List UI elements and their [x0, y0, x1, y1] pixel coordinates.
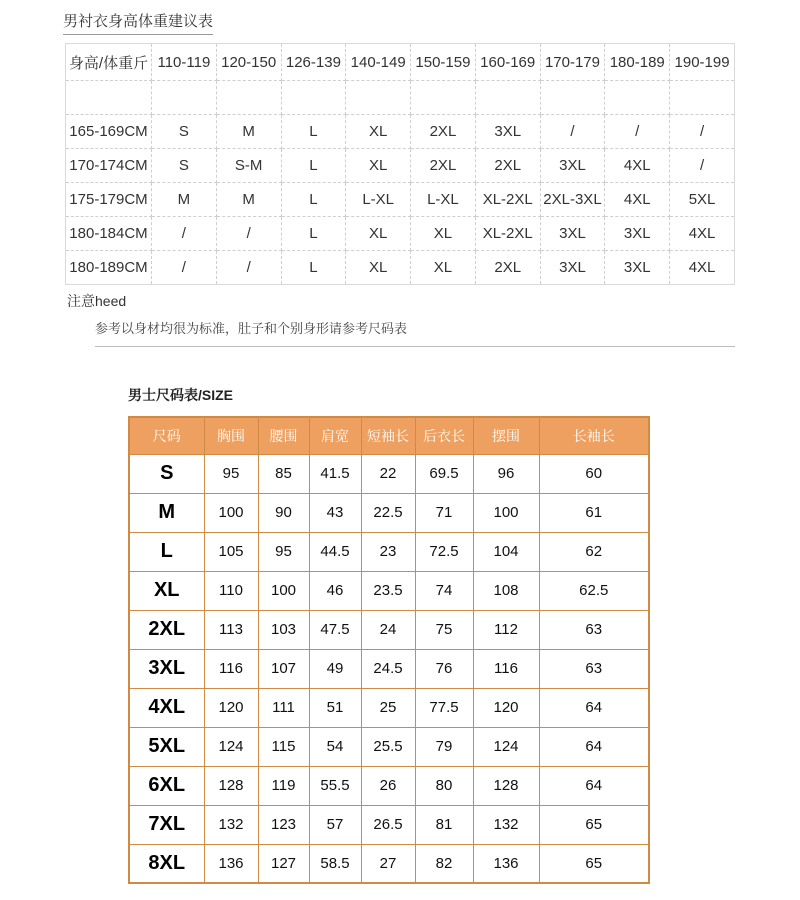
- data-cell: 124: [204, 727, 258, 766]
- header-row: [66, 44, 735, 81]
- note-section: [67, 291, 800, 347]
- data-cell: 61: [539, 493, 649, 532]
- data-cell: 41.5: [309, 454, 361, 493]
- table-row: [66, 115, 735, 149]
- data-cell: 57: [309, 805, 361, 844]
- data-cell: 104: [473, 532, 539, 571]
- data-cell: 3XL: [540, 251, 605, 285]
- data-cell: L: [281, 251, 346, 285]
- data-cell: 115: [258, 727, 309, 766]
- column-header: 摆围: [473, 417, 539, 454]
- data-cell: 26.5: [361, 805, 415, 844]
- data-cell: 71: [415, 493, 473, 532]
- data-cell: 5XL: [670, 183, 735, 217]
- data-cell: M: [152, 183, 217, 217]
- table-row: [129, 649, 649, 688]
- data-cell: 74: [415, 571, 473, 610]
- data-cell: 49: [309, 649, 361, 688]
- spacer-row: [66, 81, 735, 115]
- spacer-cell: [66, 81, 152, 115]
- column-header: 140-149: [346, 44, 411, 81]
- column-header: 126-139: [281, 44, 346, 81]
- row-header-cell: 170-174CM: [66, 149, 152, 183]
- column-header: 身高/体重斤: [66, 44, 152, 81]
- data-cell: 25.5: [361, 727, 415, 766]
- table-row: [129, 844, 649, 883]
- data-cell: /: [670, 115, 735, 149]
- data-cell: 4XL: [670, 251, 735, 285]
- column-header: 肩宽: [309, 417, 361, 454]
- table-row: [129, 454, 649, 493]
- data-cell: 81: [415, 805, 473, 844]
- data-cell: 113: [204, 610, 258, 649]
- data-cell: 95: [258, 532, 309, 571]
- data-cell: 4XL: [670, 217, 735, 251]
- data-cell: 64: [539, 688, 649, 727]
- size-table-title: 男士尺码表/SIZE: [128, 387, 234, 403]
- data-cell: 127: [258, 844, 309, 883]
- data-cell: 62: [539, 532, 649, 571]
- data-cell: 76: [415, 649, 473, 688]
- data-cell: /: [670, 149, 735, 183]
- data-cell: 43: [309, 493, 361, 532]
- column-header: 腰围: [258, 417, 309, 454]
- spacer-cell: [540, 81, 605, 115]
- data-cell: 105: [204, 532, 258, 571]
- data-cell: XL-2XL: [475, 183, 540, 217]
- table-row: [129, 493, 649, 532]
- data-cell: 103: [258, 610, 309, 649]
- data-cell: XL: [346, 149, 411, 183]
- data-cell: 111: [258, 688, 309, 727]
- column-header: 110-119: [152, 44, 217, 81]
- spacer-cell: [475, 81, 540, 115]
- data-cell: 3XL: [605, 251, 670, 285]
- data-cell: 3XL: [475, 115, 540, 149]
- data-cell: 96: [473, 454, 539, 493]
- column-header: 180-189: [605, 44, 670, 81]
- data-cell: 22.5: [361, 493, 415, 532]
- data-cell: 63: [539, 649, 649, 688]
- data-cell: 124: [473, 727, 539, 766]
- data-cell: 119: [258, 766, 309, 805]
- data-cell: /: [152, 251, 217, 285]
- data-cell: 24.5: [361, 649, 415, 688]
- data-cell: 85: [258, 454, 309, 493]
- data-cell: 62.5: [539, 571, 649, 610]
- data-cell: XL: [346, 115, 411, 149]
- row-header-cell: 7XL: [129, 805, 204, 844]
- data-cell: 120: [204, 688, 258, 727]
- data-cell: 2XL: [475, 251, 540, 285]
- column-header: 长袖长: [539, 417, 649, 454]
- data-cell: 23.5: [361, 571, 415, 610]
- spacer-cell: [346, 81, 411, 115]
- data-cell: 108: [473, 571, 539, 610]
- table-row: [129, 532, 649, 571]
- table-row: [66, 217, 735, 251]
- data-cell: 75: [415, 610, 473, 649]
- data-cell: 54: [309, 727, 361, 766]
- column-header: 150-159: [411, 44, 476, 81]
- column-header: 尺码: [129, 417, 204, 454]
- data-cell: 107: [258, 649, 309, 688]
- data-cell: 46: [309, 571, 361, 610]
- row-header-cell: XL: [129, 571, 204, 610]
- data-cell: 2XL-3XL: [540, 183, 605, 217]
- data-cell: /: [152, 217, 217, 251]
- data-cell: L: [281, 217, 346, 251]
- data-cell: 128: [204, 766, 258, 805]
- data-cell: L-XL: [411, 183, 476, 217]
- data-cell: 65: [539, 805, 649, 844]
- row-header-cell: 5XL: [129, 727, 204, 766]
- data-cell: 82: [415, 844, 473, 883]
- row-header-cell: 8XL: [129, 844, 204, 883]
- data-cell: XL: [411, 217, 476, 251]
- data-cell: /: [605, 115, 670, 149]
- column-header: 120-150: [216, 44, 281, 81]
- data-cell: 100: [204, 493, 258, 532]
- row-header-cell: 3XL: [129, 649, 204, 688]
- data-cell: 4XL: [605, 183, 670, 217]
- data-cell: 64: [539, 766, 649, 805]
- column-header: 190-199: [670, 44, 735, 81]
- data-cell: S: [152, 115, 217, 149]
- spacer-cell: [281, 81, 346, 115]
- column-header: 胸围: [204, 417, 258, 454]
- data-cell: XL: [346, 251, 411, 285]
- data-cell: 132: [204, 805, 258, 844]
- data-cell: L-XL: [346, 183, 411, 217]
- data-cell: 26: [361, 766, 415, 805]
- data-cell: 3XL: [605, 217, 670, 251]
- data-cell: 64: [539, 727, 649, 766]
- data-cell: 55.5: [309, 766, 361, 805]
- row-header-cell: 2XL: [129, 610, 204, 649]
- data-cell: 27: [361, 844, 415, 883]
- data-cell: 51: [309, 688, 361, 727]
- row-header-cell: L: [129, 532, 204, 571]
- data-cell: /: [216, 251, 281, 285]
- table-row: [129, 805, 649, 844]
- data-cell: 2XL: [411, 149, 476, 183]
- table-row: [129, 571, 649, 610]
- data-cell: 90: [258, 493, 309, 532]
- data-cell: 132: [473, 805, 539, 844]
- data-cell: L: [281, 149, 346, 183]
- row-header-cell: 180-189CM: [66, 251, 152, 285]
- data-cell: 60: [539, 454, 649, 493]
- data-cell: 25: [361, 688, 415, 727]
- row-header-cell: 4XL: [129, 688, 204, 727]
- data-cell: 128: [473, 766, 539, 805]
- row-header-cell: 175-179CM: [66, 183, 152, 217]
- header-row: [129, 417, 649, 454]
- column-header: 后衣长: [415, 417, 473, 454]
- data-cell: 112: [473, 610, 539, 649]
- data-cell: 123: [258, 805, 309, 844]
- data-cell: XL: [346, 217, 411, 251]
- data-cell: 44.5: [309, 532, 361, 571]
- size-section: [128, 385, 800, 884]
- data-cell: 120: [473, 688, 539, 727]
- data-cell: 80: [415, 766, 473, 805]
- note-label: 注意heed: [67, 293, 127, 309]
- data-cell: /: [216, 217, 281, 251]
- spacer-cell: [152, 81, 217, 115]
- table-row: [66, 183, 735, 217]
- data-cell: 116: [204, 649, 258, 688]
- row-header-cell: S: [129, 454, 204, 493]
- row-header-cell: 6XL: [129, 766, 204, 805]
- column-header: 短袖长: [361, 417, 415, 454]
- data-cell: M: [216, 183, 281, 217]
- data-cell: L: [281, 115, 346, 149]
- data-cell: XL: [411, 251, 476, 285]
- data-cell: 24: [361, 610, 415, 649]
- data-cell: 69.5: [415, 454, 473, 493]
- spacer-cell: [411, 81, 476, 115]
- data-cell: 95: [204, 454, 258, 493]
- data-cell: S-M: [216, 149, 281, 183]
- data-cell: 3XL: [540, 217, 605, 251]
- table-row: [66, 251, 735, 285]
- column-header: 160-169: [475, 44, 540, 81]
- data-cell: 58.5: [309, 844, 361, 883]
- spacer-cell: [216, 81, 281, 115]
- data-cell: 2XL: [411, 115, 476, 149]
- table-row: [66, 149, 735, 183]
- spacer-cell: [670, 81, 735, 115]
- data-cell: XL-2XL: [475, 217, 540, 251]
- table-row: [129, 766, 649, 805]
- data-cell: 77.5: [415, 688, 473, 727]
- data-cell: 136: [473, 844, 539, 883]
- data-cell: 136: [204, 844, 258, 883]
- data-cell: 100: [258, 571, 309, 610]
- data-cell: 3XL: [540, 149, 605, 183]
- data-cell: 100: [473, 493, 539, 532]
- data-cell: 79: [415, 727, 473, 766]
- data-cell: 23: [361, 532, 415, 571]
- column-header: 170-179: [540, 44, 605, 81]
- table-row: [129, 688, 649, 727]
- data-cell: 22: [361, 454, 415, 493]
- table-row: [129, 610, 649, 649]
- data-cell: 110: [204, 571, 258, 610]
- table-row: [129, 727, 649, 766]
- data-cell: 2XL: [475, 149, 540, 183]
- note-text: 参考以身材均很为标准，肚子和个别身形请参考尺码表: [95, 318, 735, 347]
- size-table: [128, 416, 650, 884]
- row-header-cell: 165-169CM: [66, 115, 152, 149]
- page-title: 男衬衣身高体重建议表: [63, 10, 213, 35]
- data-cell: 116: [473, 649, 539, 688]
- data-cell: 47.5: [309, 610, 361, 649]
- spacer-cell: [605, 81, 670, 115]
- data-cell: 72.5: [415, 532, 473, 571]
- data-cell: 63: [539, 610, 649, 649]
- data-cell: M: [216, 115, 281, 149]
- data-cell: S: [152, 149, 217, 183]
- row-header-cell: M: [129, 493, 204, 532]
- data-cell: /: [540, 115, 605, 149]
- row-header-cell: 180-184CM: [66, 217, 152, 251]
- data-cell: 4XL: [605, 149, 670, 183]
- height-weight-table: [65, 43, 735, 285]
- data-cell: L: [281, 183, 346, 217]
- data-cell: 65: [539, 844, 649, 883]
